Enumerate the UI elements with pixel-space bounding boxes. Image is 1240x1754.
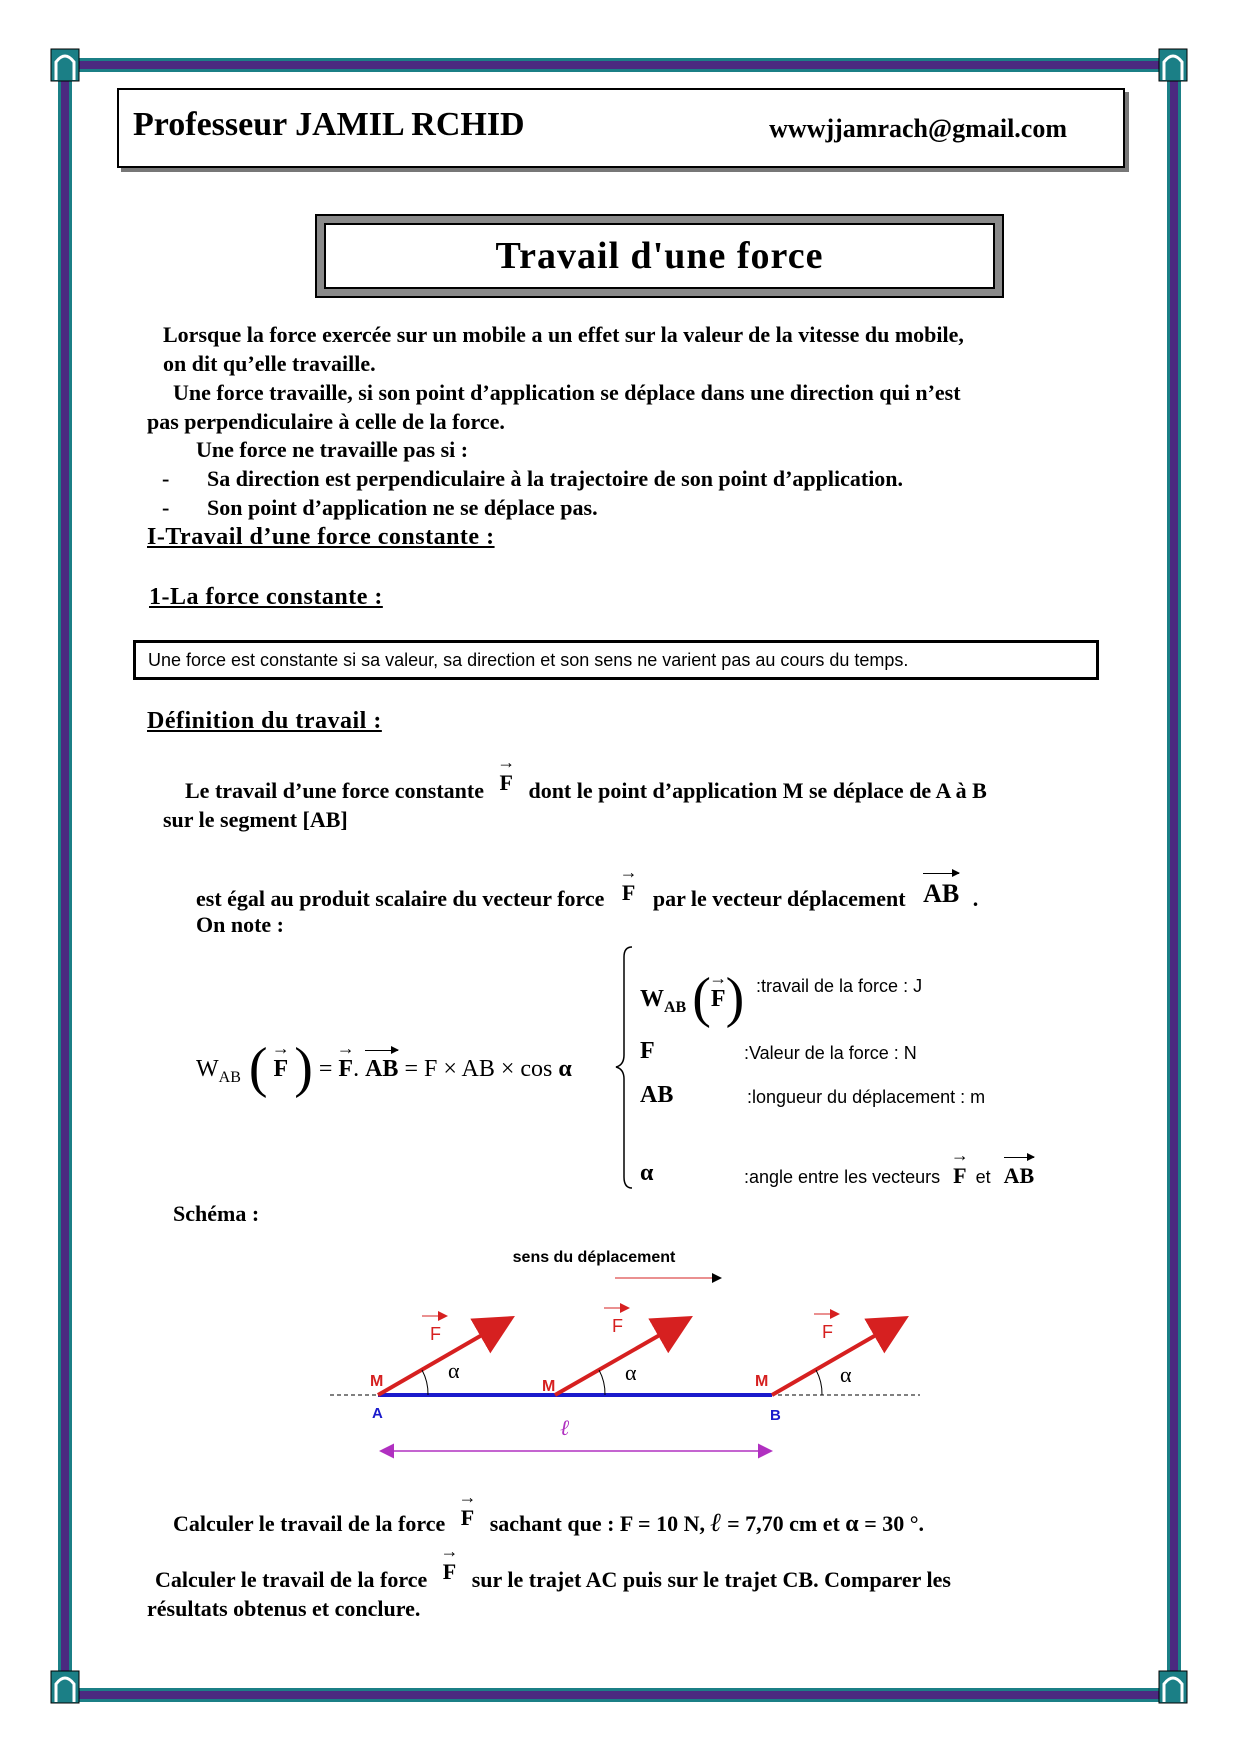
legend-desc-angle: :angle entre les vecteurs → F et AB bbox=[744, 1163, 1034, 1189]
legend-symbol-angle: α bbox=[640, 1160, 654, 1186]
force-label-1: F bbox=[430, 1324, 441, 1344]
author-name: Professeur JAMIL RCHID bbox=[133, 106, 525, 143]
title-box bbox=[315, 214, 1004, 298]
angle-label-1: α bbox=[448, 1358, 460, 1383]
point-b: B bbox=[770, 1407, 781, 1424]
vector-ab: AB bbox=[365, 1056, 399, 1082]
intro-line-5: Une force ne travaille pas si : bbox=[196, 437, 469, 462]
legend-symbol-length: AB bbox=[640, 1082, 674, 1108]
page-title: Travail d'une force bbox=[495, 235, 824, 277]
vector-f: → F bbox=[622, 880, 635, 906]
corner-ornament-top-right-icon bbox=[1158, 48, 1188, 82]
point-m-3: M bbox=[755, 1373, 769, 1390]
schema-label: Schéma : bbox=[173, 1201, 260, 1226]
vector-f: → F bbox=[274, 1056, 289, 1083]
corner-ornament-bottom-right-icon bbox=[1158, 1670, 1188, 1704]
legend-symbol-force: F bbox=[640, 1038, 655, 1064]
corner-ornament-top-left-icon bbox=[50, 48, 80, 82]
angle-arc-3 bbox=[816, 1370, 822, 1395]
corner-ornament-bottom-left-icon bbox=[50, 1670, 80, 1704]
header-box bbox=[117, 88, 1125, 168]
definition-heading: Définition du travail : bbox=[147, 708, 382, 734]
force-label-2: F bbox=[612, 1316, 623, 1336]
definition-line-2: sur le segment [AB] bbox=[163, 807, 348, 832]
vector-f: → F bbox=[338, 1056, 353, 1083]
definition-text: Une force est constante si sa valeur, sa direction et son sens ne varient pas au cours du temps. bbox=[148, 650, 909, 670]
legend-brace bbox=[610, 945, 640, 1190]
vector-f: → F bbox=[500, 770, 513, 796]
legend-desc-force: :Valeur de la force : N bbox=[744, 1043, 917, 1063]
bullet-1: Sa direction est perpendiculaire à la trajectoire de son point d’application. bbox=[207, 466, 904, 491]
frame-bottom bbox=[54, 1688, 1184, 1702]
vector-f: → F bbox=[443, 1559, 456, 1585]
work-formula: $W_{AB}$ ( → F ) = → F. AB = F × AB × cos α bbox=[196, 1036, 572, 1100]
angle-label-3: α bbox=[840, 1362, 852, 1387]
subsection-heading: 1-La force constante : bbox=[149, 584, 383, 610]
angle-arc-2 bbox=[599, 1370, 605, 1395]
point-m-2: M bbox=[542, 1378, 556, 1395]
force-diagram bbox=[330, 1240, 930, 1470]
frame-top bbox=[54, 58, 1184, 72]
angle-arc-1 bbox=[422, 1370, 428, 1395]
direction-label: sens du déplacement bbox=[512, 1249, 676, 1266]
question-2: Calculer le travail de la force → F sur le trajet AC puis sur le trajet CB. Comparer les bbox=[155, 1567, 951, 1593]
definition-line-3: est égal au produit scalaire du vecteur force → F par le vecteur déplacement AB . bbox=[196, 883, 978, 913]
intro-line-3: Une force travaille, si son point d’application se déplace dans une direction qui n’est bbox=[173, 380, 961, 405]
question-1: Calculer le travail de la force → F sachant que : F = 10 N, ℓ = 7,70 cm et α = 30 °. bbox=[173, 1508, 924, 1538]
force-arrow-3 bbox=[772, 1320, 902, 1395]
point-m-1: M bbox=[370, 1373, 384, 1390]
bullet-2: Son point d’application ne se déplace pas. bbox=[207, 495, 598, 520]
author-email: wwwjjamrach@gmail.com bbox=[769, 114, 1067, 143]
bullet-mark-1: - bbox=[162, 466, 170, 491]
intro-line-4: pas perpendiculaire à celle de la force. bbox=[147, 409, 505, 434]
bullet-mark-2: - bbox=[162, 495, 170, 520]
definition-line-4: On note : bbox=[196, 912, 284, 937]
question-2-cont: résultats obtenus et conclure. bbox=[147, 1596, 421, 1621]
vector-ab: AB bbox=[923, 879, 960, 908]
frame-right bbox=[1167, 58, 1181, 1702]
length-label: ℓ bbox=[560, 1415, 570, 1440]
section-heading: I-Travail d’une force constante : bbox=[147, 524, 495, 550]
intro-line-2: on dit qu’elle travaille. bbox=[163, 351, 376, 376]
vector-f: → F bbox=[461, 1505, 474, 1531]
legend-desc-work: :travail de la force : J bbox=[756, 976, 923, 996]
frame-left bbox=[58, 58, 72, 1702]
legend-symbol-work: $W_{AB}$ (→ F) bbox=[640, 966, 744, 1030]
definition-box bbox=[133, 640, 1099, 680]
angle-label-2: α bbox=[625, 1360, 637, 1385]
legend-desc-length: :longueur du déplacement : m bbox=[747, 1087, 986, 1107]
definition-line-1: Le travail d’une force constante → F dont le point d’application M se déplace de A à B bbox=[185, 778, 987, 804]
point-a: A bbox=[372, 1405, 383, 1422]
force-arrow-1 bbox=[378, 1320, 508, 1395]
intro-line-1: Lorsque la force exercée sur un mobile a un effet sur la valeur de la vitesse du mobile, bbox=[163, 322, 964, 347]
force-label-3: F bbox=[822, 1322, 833, 1342]
